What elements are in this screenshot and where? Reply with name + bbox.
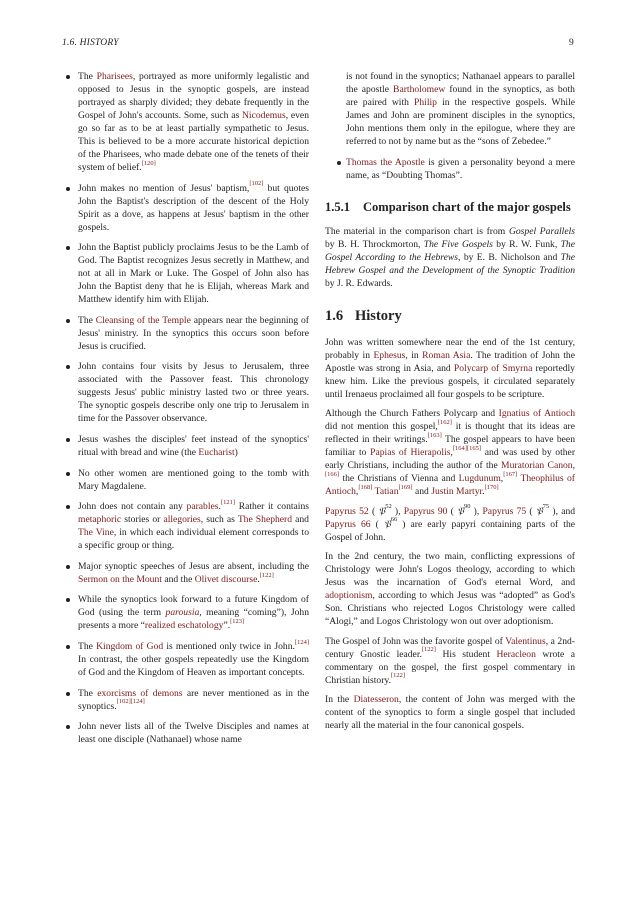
link-lugdunum[interactable]: Lugdunum bbox=[458, 473, 501, 485]
history-paragraph: Although the Church Fathers Polycarp and Ignatius of Antioch did not mention this gospel,[162] it is thought that its ideas are reflected in their writings.[163] The gospel appears to have been familiar to Papias of Hierapolis,[164][165] and was used by other early Christians, including the author of the Muratorian Canon,[166] the Christians of Vienna and Lugdunum,[167] Theophilus of Antioch,[168] Tatian[169] and Justin Martyr.[170] bbox=[325, 408, 576, 498]
list-item: Thomas the Apostle is given a personality beyond a mere name, as “Doubting Thomas”. bbox=[325, 156, 575, 182]
section-number: 1.6 bbox=[325, 307, 344, 324]
citation-ref[interactable]: [170] bbox=[484, 483, 499, 491]
bullet-icon bbox=[66, 365, 70, 369]
subsection-number: 1.5.1 bbox=[325, 199, 350, 214]
link-polycarp-of-smyrna[interactable]: Polycarp of Smyrna bbox=[453, 362, 533, 374]
bullet-icon bbox=[66, 598, 70, 602]
citation-ref[interactable]: [122] bbox=[259, 571, 274, 579]
running-head bbox=[62, 38, 574, 48]
link-pharisees[interactable]: Pharisees bbox=[96, 71, 133, 82]
papyrus-symbol-icon: 𝔓 bbox=[383, 518, 391, 530]
link-olivet-discourse[interactable]: Olivet discourse bbox=[194, 573, 258, 585]
comparison-paragraph: The material in the comparison chart is from Gospel Parallels by B. H. Throckmorton, The Five Gospels by R. W. Funk, The Gospel According to the Hebrews, by E. B. Nicholson and The Hebrew Gospel and the Development of the Synoptic Tradition by J. R. Edwards. bbox=[325, 225, 576, 289]
citation-ref[interactable]: [120] bbox=[141, 159, 156, 167]
right-column bbox=[325, 70, 575, 739]
bullet-icon bbox=[66, 246, 70, 250]
section-heading bbox=[325, 308, 575, 325]
link-exorcisms-of-demons[interactable]: exorcisms of demons bbox=[97, 687, 183, 699]
papyrus-symbol-icon: 𝔓 bbox=[457, 505, 464, 517]
link-philip[interactable]: Philip bbox=[414, 97, 437, 108]
link-papyrus-66[interactable]: Papyrus 66 bbox=[325, 518, 371, 530]
link-heracleon[interactable]: Heracleon bbox=[496, 648, 536, 660]
citation-ref[interactable]: [164][165] bbox=[452, 444, 482, 452]
differences-list bbox=[64, 70, 309, 746]
link-eucharist[interactable]: Eucharist bbox=[198, 446, 235, 458]
section-label: 1.6. HISTORY bbox=[62, 38, 119, 48]
link-valentinus[interactable]: Valentinus bbox=[505, 635, 546, 647]
citation-ref[interactable]: [123] bbox=[230, 618, 245, 626]
link-parables[interactable]: parables bbox=[186, 501, 219, 513]
bullet-icon bbox=[66, 438, 70, 442]
link-sermon-on-the-mount[interactable]: Sermon on the Mount bbox=[78, 573, 162, 585]
citation-ref[interactable]: [169] bbox=[398, 483, 413, 491]
list-item: The Pharisees, portrayed as more uniformly legalistic and opposed to Jesus in the synoptic gospels, are instead portrayed as sharply divided; they debate frequently in the Gospel of John's accounts. Some, such as Nicodemus, even go so far as to be at least partially sympathetic to Jesus. This is believed to be a more accurate historical depiction of the Pharisees, who made debate one of the tenets of their system of belief.[120] bbox=[64, 70, 309, 174]
link-realized-eschatology[interactable]: realized eschatology bbox=[144, 620, 224, 632]
left-column bbox=[64, 70, 309, 754]
list-item: John contains four visits by Jesus to Jerusalem, three associated with the Passover feast. This chronology suggests Jesus' public ministry lasted two or three years. The synoptic gospels describe only one trip to Jerusalem in time for the Passover observance. bbox=[64, 360, 309, 425]
citation-ref[interactable]: [121] bbox=[220, 498, 236, 506]
bullet-icon bbox=[66, 645, 70, 649]
list-item: John makes no mention of Jesus' baptism,[102] but quotes John the Baptist's description of the descent of the Holy Spirit as a dove, as happens at Jesus' baptism in the other gospels. bbox=[64, 182, 309, 234]
differences-list-continued bbox=[325, 70, 575, 182]
link-justin-martyr[interactable]: Justin Martyr bbox=[431, 486, 483, 498]
citation-ref[interactable]: [162] bbox=[437, 418, 452, 426]
history-paragraph: John was written somewhere near the end of the 1st century, probably in Ephesus, in Roman Asia. The tradition of John the Apostle was strong in Asia, and Polycarp of Smyrna reportedly knew him. Like the previous gospels, it circulated separately until Irenaeus proclaimed all four gospels to be scripture. bbox=[325, 336, 575, 400]
bullet-icon bbox=[66, 75, 70, 79]
link-adoptionism[interactable]: adoptionism bbox=[325, 590, 373, 602]
history-paragraph: In the 2nd century, the two main, conflicting expressions of Christology were John's Logos theology, according to which Jesus was the incarnation of God's eternal Word, and adoptionism, according to which Jesus was “adopted” as God's Son. Christians who rejected Logos Christology were called “Alogi,” and Logos Christology won out over adoptionism. bbox=[325, 551, 575, 628]
citation-ref[interactable]: [167] bbox=[503, 470, 518, 478]
bullet-icon bbox=[66, 187, 70, 191]
bullet-icon bbox=[66, 692, 70, 696]
list-item: Jesus washes the disciples' feet instead of the synoptics' ritual with bread and wine (the Eucharist) bbox=[64, 433, 309, 459]
list-item: John never lists all of the Twelve Disciples and names at least one disciple (Nathanael) whose name bbox=[64, 720, 309, 746]
link-metaphoric[interactable]: metaphoric bbox=[78, 514, 122, 526]
link-ignatius-of-antioch[interactable]: Ignatius of Antioch bbox=[498, 408, 575, 420]
papyrus-symbol-icon: 𝔓 bbox=[535, 505, 543, 517]
link-tatian[interactable]: Tatian bbox=[374, 486, 399, 498]
link-cleansing-of-the-temple[interactable]: Cleansing of the Temple bbox=[95, 314, 191, 326]
link-the-shepherd[interactable]: The Shepherd bbox=[237, 514, 293, 526]
link-muratorian-canon[interactable]: Muratorian Canon bbox=[501, 460, 573, 472]
link-papyrus-75[interactable]: Papyrus 75 bbox=[482, 505, 527, 517]
bullet-icon bbox=[66, 472, 70, 476]
section-title: History bbox=[355, 307, 402, 324]
history-paragraph: Papyrus 52 ( 𝔓$^{52}$ ), Papyrus 90 ( 𝔓$^{90}$ ), Papyrus 75 ( 𝔓$^{75}$ ), and Papyrus 66 ( 𝔓$^{66}$ ) are early papyri containing parts of the Gospel of John. bbox=[325, 503, 576, 543]
list-item: The Cleansing of the Temple appears near the beginning of Jesus' ministry. In the synoptics this occurs soon before Jesus is crucified. bbox=[64, 314, 309, 353]
list-item: While the synoptics look forward to a future Kingdom of God (using the term parousia, meaning “coming”), John presents a more “realized eschatology”.[123] bbox=[64, 593, 309, 632]
link-diatesseron[interactable]: Diatesseron bbox=[353, 694, 399, 706]
link-papyrus-90[interactable]: Papyrus 90 bbox=[403, 505, 448, 517]
citation-ref[interactable]: [124] bbox=[294, 638, 309, 646]
bullet-icon bbox=[66, 725, 70, 729]
bullet-icon bbox=[66, 565, 70, 569]
link-nicodemus[interactable]: Nicodemus bbox=[242, 110, 286, 121]
list-item: No other women are mentioned going to the tomb with Mary Magdalene. bbox=[64, 467, 309, 493]
link-papyrus-52[interactable]: Papyrus 52 bbox=[325, 505, 369, 517]
link-allegories[interactable]: allegories bbox=[163, 514, 201, 526]
bullet-icon bbox=[66, 505, 70, 509]
papyrus-symbol-icon: 𝔓 bbox=[378, 505, 386, 517]
link-thomas-the-apostle[interactable]: Thomas the Apostle bbox=[346, 156, 425, 168]
history-paragraph: The Gospel of John was the favorite gospel of Valentinus, a 2nd-century Gnostic leader.[122] His student Heracleon wrote a commentary on the gospel, the first gospel commentary in Christian history.[122] bbox=[325, 635, 575, 686]
citation-ref[interactable]: [166] bbox=[325, 470, 340, 478]
citation-ref[interactable]: [102][124] bbox=[116, 698, 145, 706]
history-paragraph: In the Diatesseron, the content of John was merged with the content of the synoptics to form a single gospel that included nearly all the material in the four canonical gospels. bbox=[325, 694, 575, 732]
link-the-vine[interactable]: The Vine bbox=[78, 527, 114, 539]
link-kingdom-of-god[interactable]: Kingdom of God bbox=[96, 640, 164, 652]
list-item: The exorcisms of demons are never mentioned as in the synoptics.[102][124] bbox=[64, 687, 309, 713]
link-parousia[interactable]: parousia bbox=[165, 607, 200, 619]
list-item: Major synoptic speeches of Jesus are absent, including the Sermon on the Mount and the Olivet discourse.[122] bbox=[64, 560, 309, 586]
citation-ref[interactable]: [163] bbox=[427, 431, 442, 439]
link-ephesus[interactable]: Ephesus bbox=[373, 349, 406, 361]
list-item: John the Baptist publicly proclaims Jesus to be the Lamb of God. The Baptist recognizes Jesus secretly in Matthew, and not at all in Mark or Luke. The Gospel of John also has John the Baptist deny that he is Elijah, whereas Mark and Matthew identify him with Elijah. bbox=[64, 241, 309, 306]
page-number: 9 bbox=[569, 38, 574, 48]
bullet-icon bbox=[66, 319, 70, 323]
link-theophilus-of-antioch[interactable]: Theophilus of Antioch bbox=[325, 473, 575, 498]
list-item: John does not contain any parables.[121] Rather it contains metaphoric stories or allegories, such as The Shepherd and The Vine, in which each individual element corresponds to a specific group or thing. bbox=[64, 500, 309, 552]
bullet-icon bbox=[337, 161, 341, 165]
citation-ref[interactable]: [122] bbox=[391, 672, 406, 680]
citation-ref[interactable]: [102] bbox=[249, 180, 264, 188]
subsection-heading bbox=[325, 200, 575, 215]
subsection-title: Comparison chart of the major gospels bbox=[363, 199, 571, 214]
citation-ref[interactable]: [122] bbox=[421, 646, 436, 654]
list-item: The Kingdom of God is mentioned only twice in John.[124] In contrast, the other gospels repeatedly use the Kingdom of God and the Kingdom of Heaven as important concepts. bbox=[64, 640, 309, 679]
link-roman-asia[interactable]: Roman Asia bbox=[422, 349, 471, 361]
link-papias-of-hierapolis[interactable]: Papias of Hierapolis bbox=[370, 447, 451, 459]
link-bartholomew[interactable]: Bartholomew bbox=[393, 84, 446, 95]
list-item-continued: is not found in the synoptics; Nathanael appears to parallel the apostle Bartholomew found in the synoptics, as both are paired with Philip in the respective gospels. While James and John are prominent disciples in the synoptics, John mentions them only in the epilogue, where they are referred to not by name but as the “sons of Zebedee.” bbox=[346, 71, 575, 147]
citation-ref[interactable]: [168] bbox=[358, 483, 373, 491]
